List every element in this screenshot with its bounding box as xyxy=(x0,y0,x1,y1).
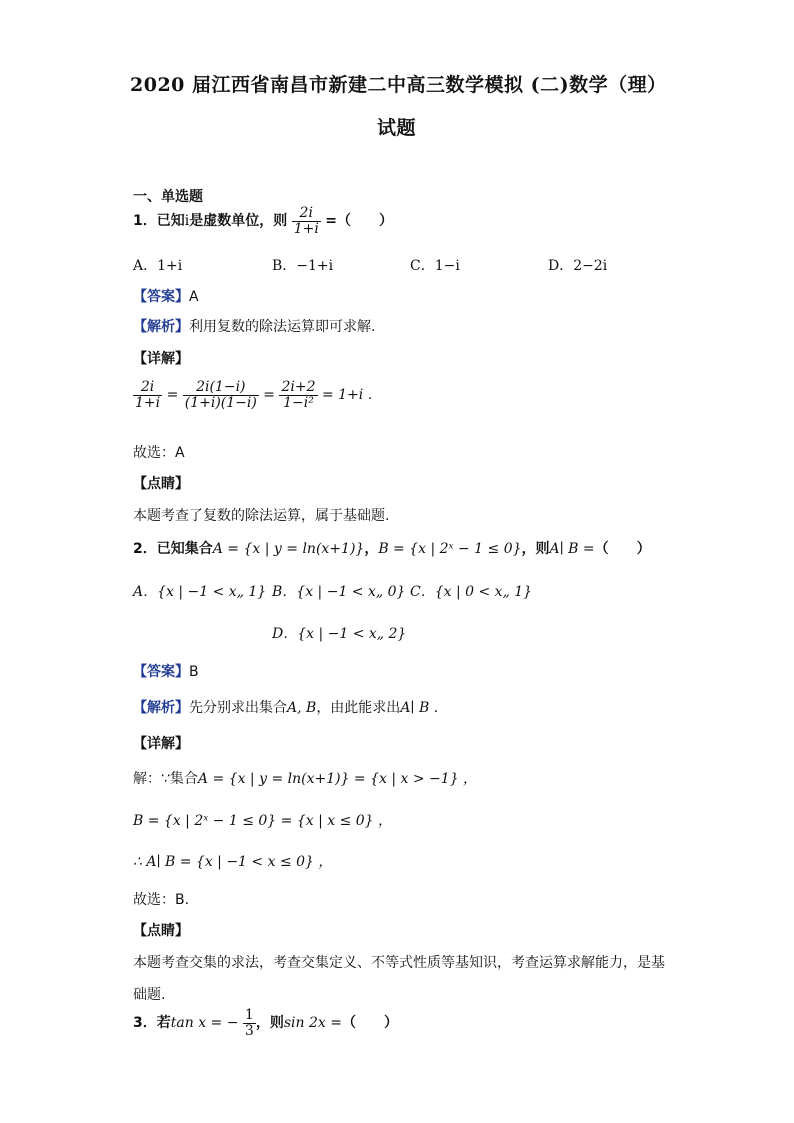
q2-analysis xyxy=(133,697,438,717)
q2-analysis-sets: A, B xyxy=(287,700,317,716)
q3-frac-num: 1 xyxy=(244,1007,254,1023)
q1-stem-suffix: =（ ） xyxy=(325,213,393,230)
q2-detail-line3: ∴ A∣ B = {x | −1 < x ≤ 0} ， xyxy=(133,854,333,870)
q1-stem xyxy=(133,206,393,236)
q1-detail-equation xyxy=(133,380,372,410)
q1-answer-label: 【答案】 xyxy=(133,289,189,305)
q2-detail-line1-math: A = {x | y = ln(x+1)} = {x | x > −1} ， xyxy=(197,771,478,787)
q2-detail-label: 【详解】 xyxy=(133,736,189,752)
q2-analysis-label: 【解析】 xyxy=(133,700,189,716)
q1-detail-frac3-den: 1−i² xyxy=(283,394,314,411)
q1-detail-frac3-num: 2i+2 xyxy=(281,379,316,395)
q1-detail-frac1 xyxy=(133,380,162,410)
q1-frac-num: 2i xyxy=(292,206,321,222)
q2-expr: A∣ B = xyxy=(549,541,595,557)
q3-tan: tan x = − xyxy=(170,1015,239,1032)
q2-set-b: B = {x | 2ˣ − 1 ≤ 0} xyxy=(378,541,522,557)
q3-fraction xyxy=(243,1008,256,1038)
q1-stem-i: i xyxy=(184,213,190,230)
q1-answer xyxy=(133,286,199,306)
q1-stem-prefix: 1．已知 xyxy=(133,213,185,230)
doc-title-line1: 2020 届江西省南昌市新建二中高三数学模拟 (二)数学（理） xyxy=(130,74,667,96)
q1-option-d: D．2−2i xyxy=(548,258,608,274)
q1-option-a: A．1+i xyxy=(133,258,183,274)
q2-detail-line1 xyxy=(133,768,477,788)
doc-title-line2: 试题 xyxy=(377,117,417,139)
q2-set-a: A = {x | y = ln(x+1)} xyxy=(212,541,365,557)
q1-stem-mid: 是虚数单位，则 xyxy=(189,213,288,230)
q3-stem-mid: ，则 xyxy=(255,1015,284,1032)
q1-fraction xyxy=(292,206,321,236)
q2-stem xyxy=(133,538,651,558)
q1-detail-tail: = 1+i . xyxy=(321,387,373,404)
q2-comment-line1: 本题考查交集的求法，考查交集定义、不等式性质等基知识，考查运算求解能力，是基 xyxy=(133,955,665,971)
q1-detail-eq1: = xyxy=(166,387,179,404)
q1-analysis-label: 【解析】 xyxy=(133,319,189,335)
q2-stem-suffix: （ ） xyxy=(594,541,651,557)
q1-analysis xyxy=(133,316,375,336)
q1-option-b: B．−1+i xyxy=(272,258,334,274)
q2-analysis-expr: A∣ B . xyxy=(400,700,439,716)
q1-comment-label: 【点睛】 xyxy=(133,476,189,492)
q2-option-d: D．{x | −1 < x„ 2} xyxy=(272,626,407,642)
q2-stem-prefix: 2．已知集合 xyxy=(133,541,213,557)
q2-choose: 故选：B. xyxy=(133,892,190,908)
q1-detail-frac1-num: 2i xyxy=(133,380,162,396)
q3-stem-prefix: 3．若 xyxy=(133,1015,171,1032)
q1-option-c: C．1−i xyxy=(410,258,460,274)
q2-detail-line2: B = {x | 2ˣ − 1 ≤ 0} = {x | x ≤ 0} ， xyxy=(133,813,393,829)
q2-detail-line1-prefix: 解：∵集合 xyxy=(133,771,198,787)
q2-comma: ， xyxy=(364,541,379,557)
q2-analysis-mid: ，由此能求出 xyxy=(316,700,401,716)
q1-detail-frac1-den: 1+i xyxy=(135,394,161,411)
q1-detail-frac2-num: 2i(1−i) xyxy=(183,380,259,396)
q2-answer xyxy=(133,661,199,681)
q2-comment-line2: 础题. xyxy=(133,987,166,1003)
q1-detail-frac3 xyxy=(279,380,317,410)
q3-stem-suffix: （ ） xyxy=(341,1015,398,1032)
q2-option-c: C．{x | 0 < x„ 1} xyxy=(410,584,533,600)
q1-detail-frac2-den: (1+i)(1−i) xyxy=(184,394,257,411)
q1-analysis-text: 利用复数的除法运算即可求解. xyxy=(189,319,376,335)
section-heading: 一、单选题 xyxy=(133,189,203,205)
q1-detail-label: 【详解】 xyxy=(133,351,189,367)
q2-analysis-text: 先分别求出集合 xyxy=(189,700,287,716)
q2-option-b: B．{x | −1 < x„ 0} xyxy=(272,584,406,600)
q3-sin: sin 2x = xyxy=(283,1015,342,1032)
q1-answer-value: A xyxy=(189,289,199,305)
q2-stem-mid: ，则 xyxy=(521,541,550,557)
q2-option-a: A．{x | −1 < x„ 1} xyxy=(133,584,267,600)
q3-stem xyxy=(133,1008,398,1038)
q3-frac-den: 3 xyxy=(244,1022,254,1039)
q1-detail-eq2: = xyxy=(263,387,276,404)
q2-answer-value: B xyxy=(189,664,199,680)
q1-detail-frac2 xyxy=(183,380,259,410)
q1-comment-text: 本题考查了复数的除法运算，属于基础题. xyxy=(133,508,390,524)
q2-comment-label: 【点睛】 xyxy=(133,923,189,939)
q2-answer-label: 【答案】 xyxy=(133,664,189,680)
q1-choose: 故选：A xyxy=(133,445,185,461)
q1-frac-den: 1+i xyxy=(293,220,319,237)
